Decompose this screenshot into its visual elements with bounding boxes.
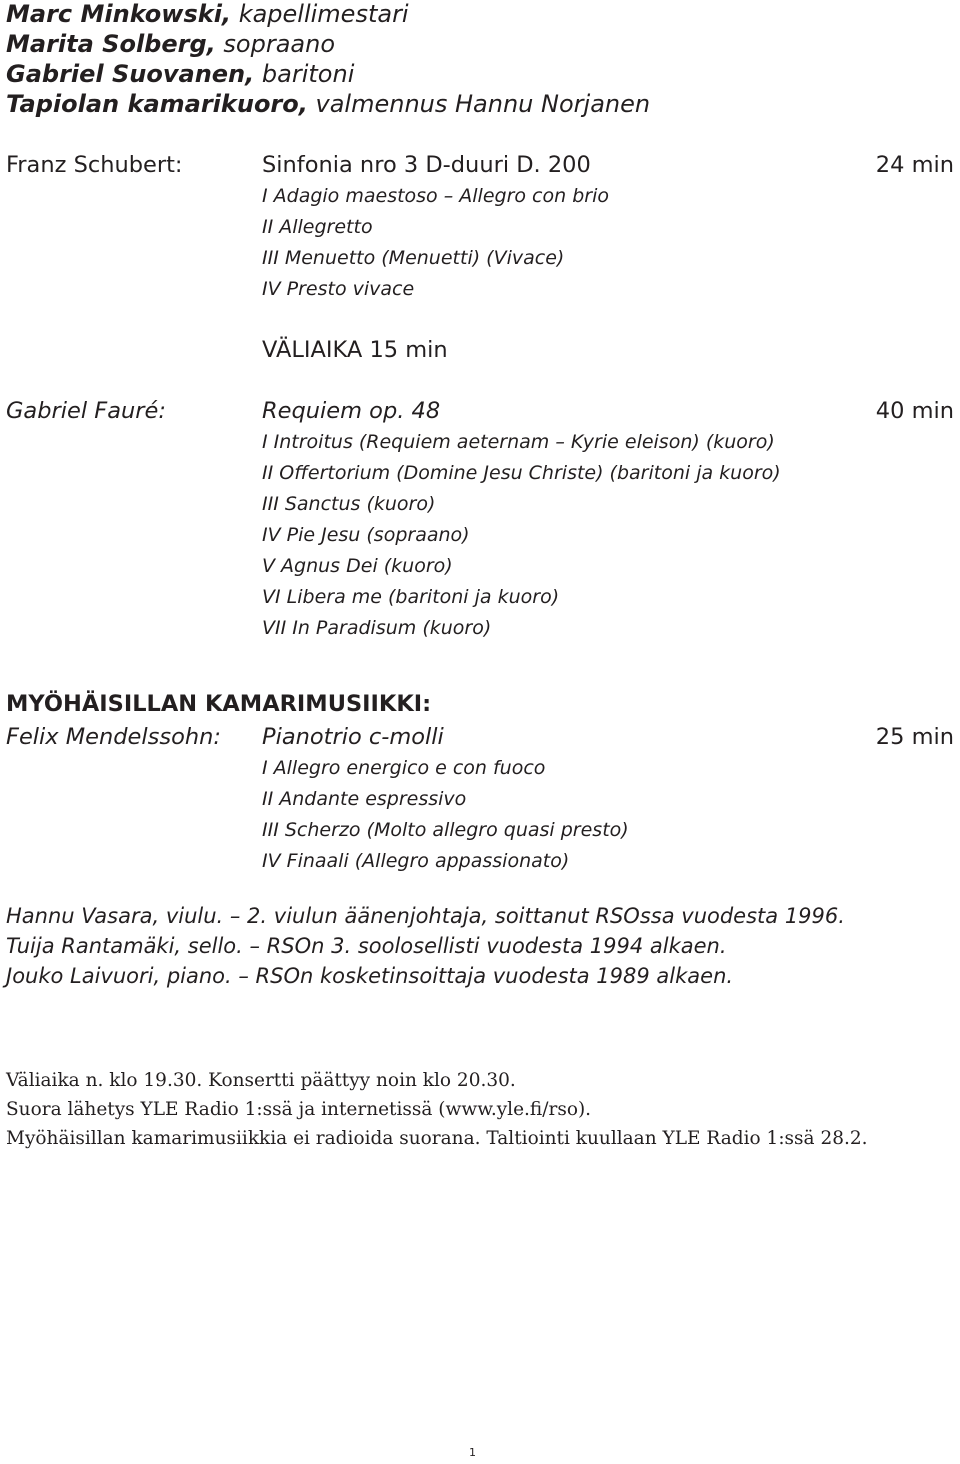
performer-role: baritoni xyxy=(261,60,355,88)
work-title: Pianotrio c-molli xyxy=(262,724,444,750)
movement-item: IV Finaali (Allegro appassionato) xyxy=(262,850,570,872)
movement-item: VII In Paradisum (kuoro) xyxy=(262,617,492,639)
movement-item: IV Pie Jesu (sopraano) xyxy=(262,524,470,546)
work-duration: 40 min xyxy=(875,398,954,424)
work-duration: 25 min xyxy=(875,724,954,750)
musician-line: Hannu Vasara, viulu. – 2. viulun äänenjohtaja, soittanut RSOssa vuodesta 1996. xyxy=(6,904,845,928)
movement-item: I Allegro energico e con fuoco xyxy=(262,757,546,779)
performer-role: kapellimestari xyxy=(238,0,409,28)
info-note: Suora lähetys YLE Radio 1:ssä ja internetissä (www.yle.fi/rso). xyxy=(6,1099,592,1120)
movement-item: I Adagio maestoso – Allegro con brio xyxy=(262,185,609,207)
performer-name: Marc Minkowski, xyxy=(6,0,232,28)
info-note: Myöhäisillan kamarimusiikkia ei radioida suorana. Taltiointi kuullaan YLE Radio 1:ssä 28.2. xyxy=(6,1128,868,1149)
performer-line xyxy=(6,90,650,118)
performer-name: Gabriel Suovanen, xyxy=(6,60,255,88)
performer-role: valmennus Hannu Norjanen xyxy=(315,90,651,118)
info-note: Väliaika n. klo 19.30. Konsertti päättyy noin klo 20.30. xyxy=(6,1070,516,1091)
performer-line xyxy=(6,0,409,28)
movement-item: IV Presto vivace xyxy=(262,278,415,300)
movement-item: III Sanctus (kuoro) xyxy=(262,493,436,515)
composer-name: Gabriel Fauré: xyxy=(6,398,166,424)
performer-name: Tapiolan kamarikuoro, xyxy=(6,90,308,118)
work-duration: 24 min xyxy=(875,152,954,178)
movement-item: V Agnus Dei (kuoro) xyxy=(262,555,453,577)
movement-item: II Allegretto xyxy=(262,216,373,238)
section-heading: MYÖHÄISILLAN KAMARIMUSIIKKI: xyxy=(6,691,432,717)
musician-line: Jouko Laivuori, piano. – RSOn kosketinsoittaja vuodesta 1989 alkaen. xyxy=(6,964,734,988)
work-title: Sinfonia nro 3 D-duuri D. 200 xyxy=(262,152,591,178)
intermission-label: VÄLIAIKA 15 min xyxy=(262,337,448,363)
movement-item: I Introitus (Requiem aeternam – Kyrie eleison) (kuoro) xyxy=(262,431,775,453)
performer-role: sopraano xyxy=(223,30,336,58)
work-title: Requiem op. 48 xyxy=(262,398,441,424)
musician-line: Tuija Rantamäki, sello. – RSOn 3. soolosellisti vuodesta 1994 alkaen. xyxy=(6,934,727,958)
performer-line xyxy=(6,60,354,88)
movement-item: III Scherzo (Molto allegro quasi presto) xyxy=(262,819,629,841)
performer-line xyxy=(6,30,335,58)
composer-name: Felix Mendelssohn: xyxy=(6,724,221,750)
performer-name: Marita Solberg, xyxy=(6,30,216,58)
movement-item: II Andante espressivo xyxy=(262,788,467,810)
page-number: 1 xyxy=(469,1446,476,1459)
movement-item: III Menuetto (Menuetti) (Vivace) xyxy=(262,247,565,269)
movement-item: VI Libera me (baritoni ja kuoro) xyxy=(262,586,560,608)
movement-item: II Offertorium (Domine Jesu Christe) (baritoni ja kuoro) xyxy=(262,462,781,484)
composer-name: Franz Schubert: xyxy=(6,152,183,178)
